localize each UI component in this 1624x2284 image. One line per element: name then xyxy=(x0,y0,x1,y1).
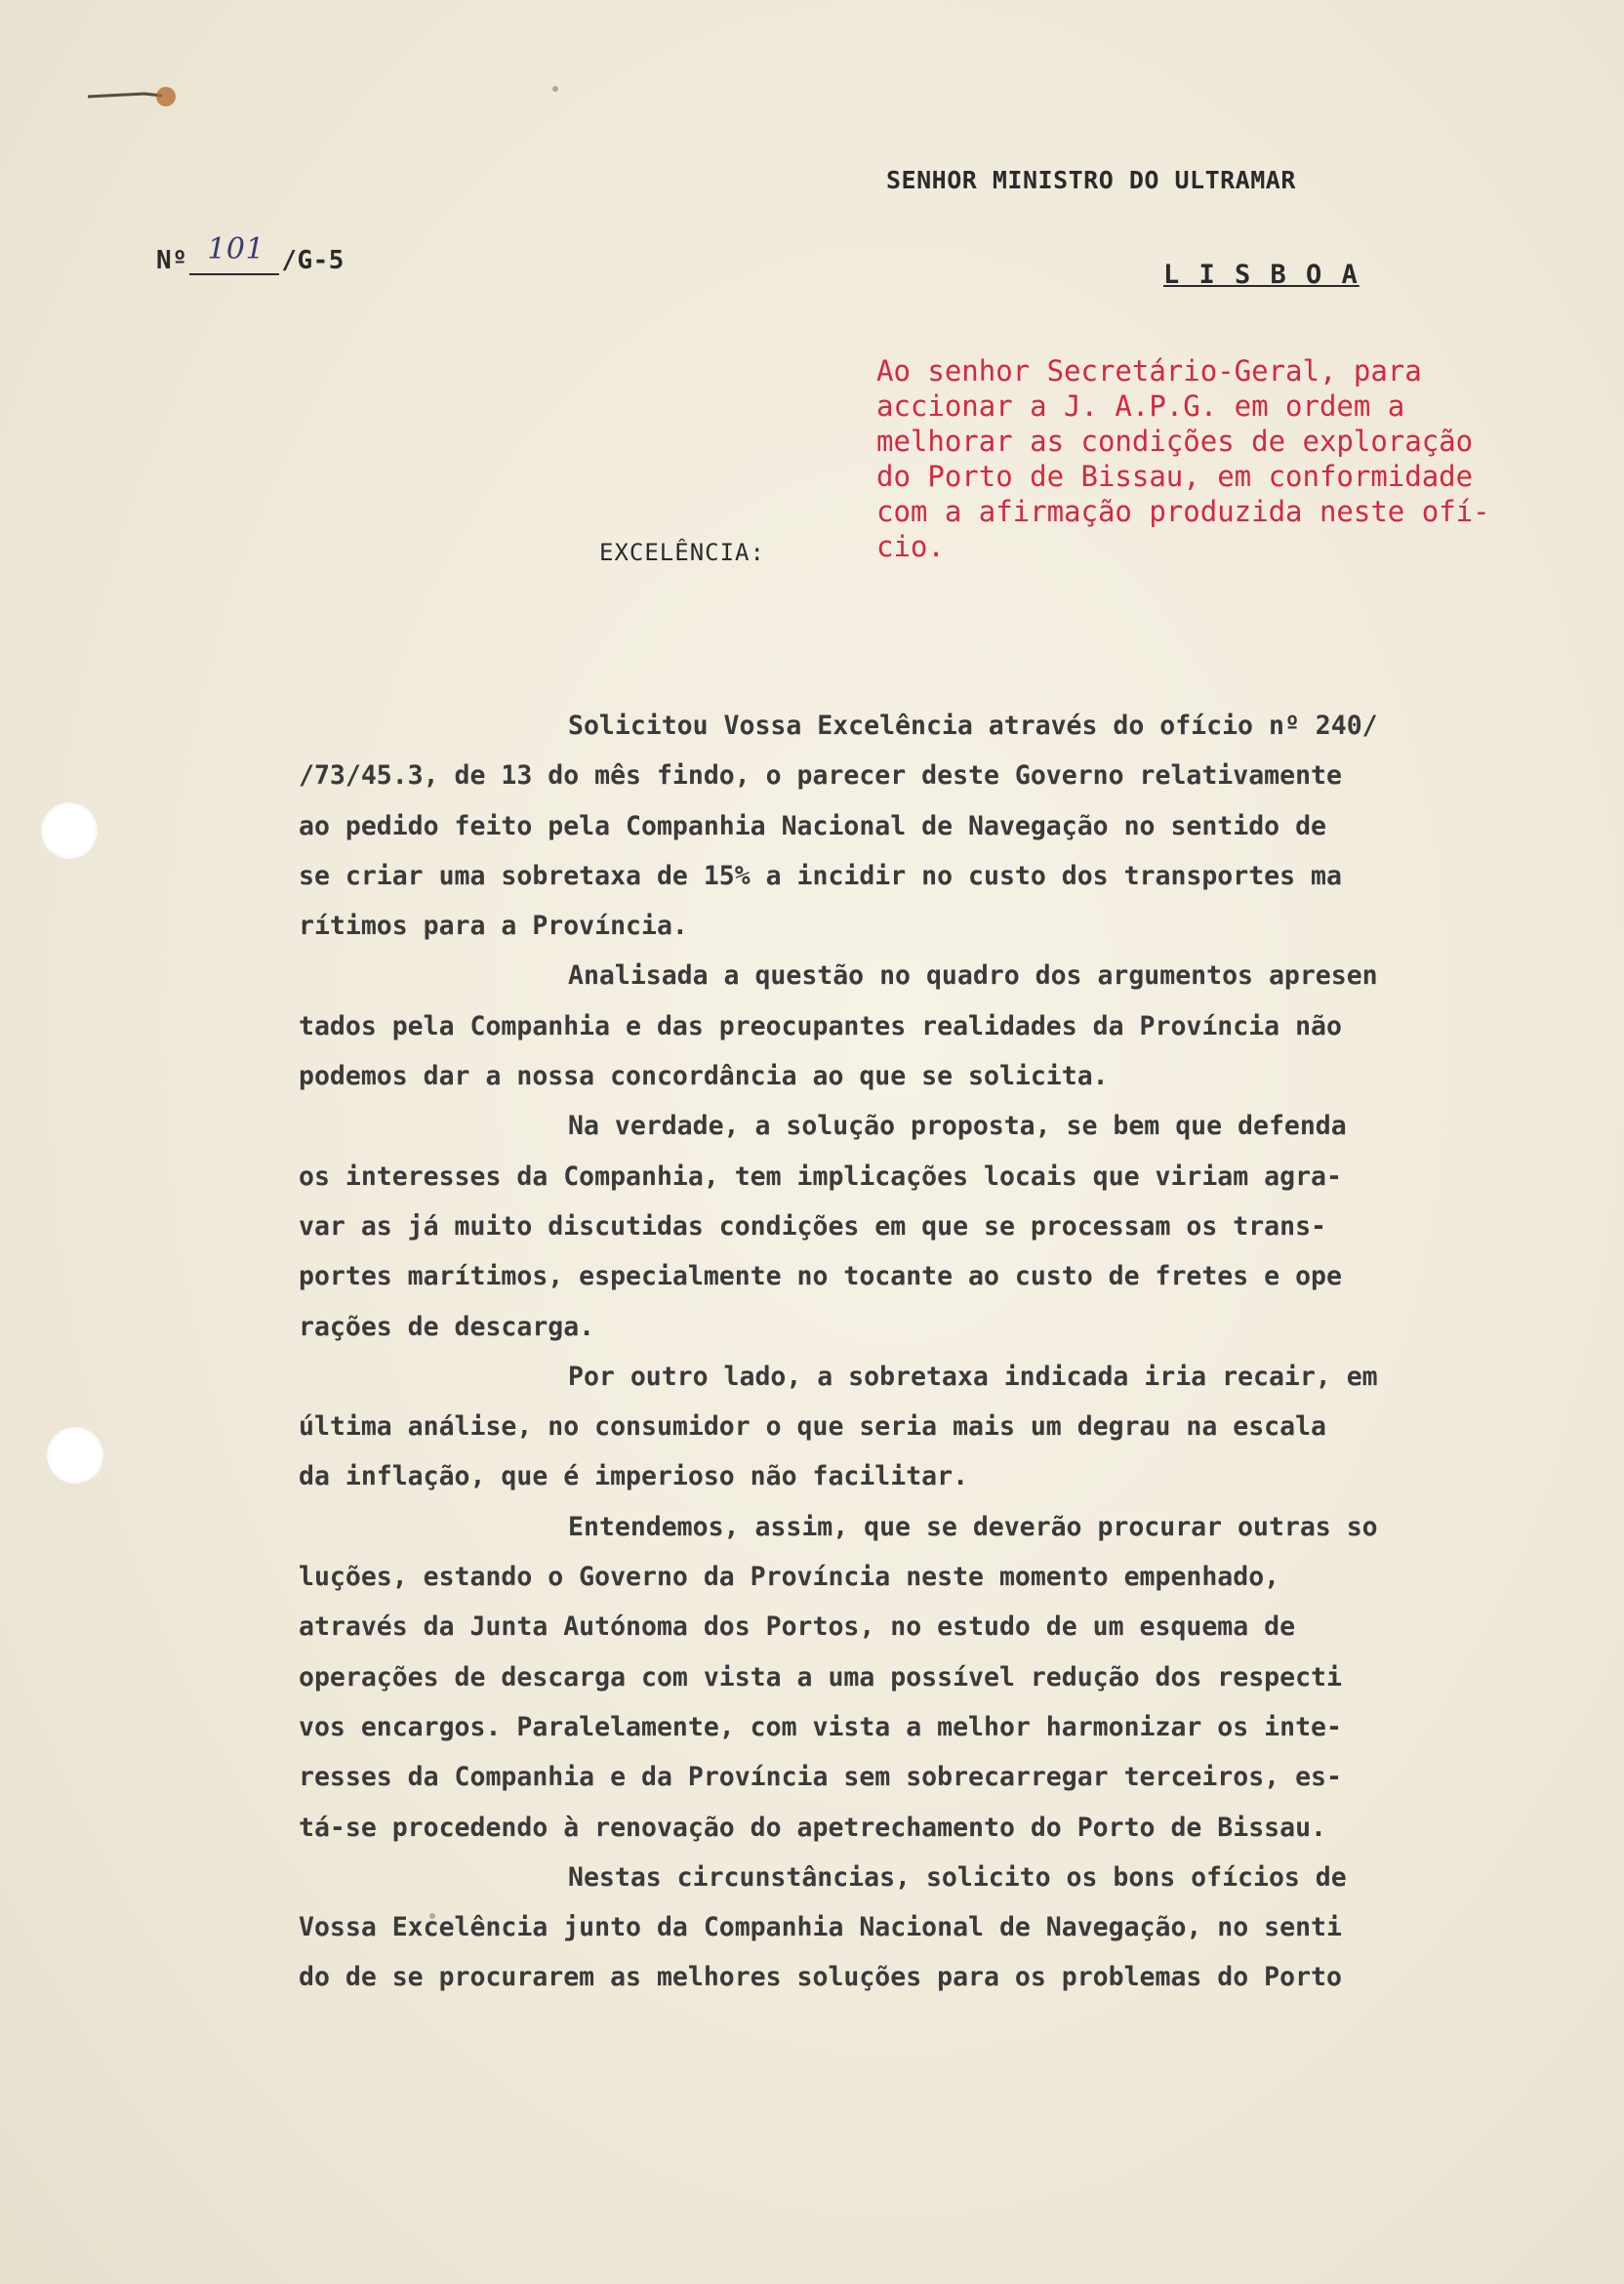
body-line: última análise, no consumidor o que seria mais um degrau na escala xyxy=(299,1411,1326,1443)
body-line: Nestas circunstâncias, solicito os bons ofícios de xyxy=(568,1861,1347,1893)
paper-speck xyxy=(552,86,558,92)
annotation-line: cio. xyxy=(876,530,945,563)
body-line: através da Junta Autónoma dos Portos, no estudo de um esquema de xyxy=(299,1611,1296,1643)
reference-suffix: /G-5 xyxy=(281,246,345,275)
body-line: rações de descarga. xyxy=(299,1311,595,1342)
body-line: do de se procurarem as melhores soluções para os problemas do Porto xyxy=(299,1962,1342,1993)
body-line: resses da Companhia e da Província sem sobrecarregar terceiros, es- xyxy=(299,1762,1342,1793)
addressee-heading: SENHOR MINISTRO DO ULTRAMAR xyxy=(886,166,1296,194)
body-line: podemos dar a nossa concordância ao que se solicita. xyxy=(299,1061,1109,1092)
annotation-line: accionar a J. A.P.G. em ordem a xyxy=(876,389,1405,423)
body-line: Entendemos, assim, que se deverão procurar outras so xyxy=(568,1511,1378,1542)
annotation-line: com a afirmação produzida neste ofí- xyxy=(876,495,1490,528)
body-line: portes marítimos, especialmente no tocante ao custo de fretes e ope xyxy=(299,1261,1342,1292)
body-line: tados pela Companhia e das preocupantes realidades da Província não xyxy=(299,1010,1342,1041)
body-line: Solicitou Vossa Excelência através do ofício nº 240/ xyxy=(568,711,1378,741)
body-line: vos encargos. Paralelamente, com vista a melhor harmonizar os inte- xyxy=(299,1711,1342,1742)
body-line: Por outro lado, a sobretaxa indicada iria recair, em xyxy=(568,1361,1378,1392)
body-line: rítimos para a Província. xyxy=(299,911,688,942)
body-line: operações de descarga com vista a uma possível redução dos respecti xyxy=(299,1661,1342,1693)
punch-hole xyxy=(41,802,98,859)
body-line: var as já muito discutidas condições em que se processam os trans- xyxy=(299,1210,1326,1242)
salutation: EXCELÊNCIA: xyxy=(599,539,765,566)
red-annotation xyxy=(876,353,1579,564)
city-heading: L I S B O A xyxy=(1163,260,1360,290)
reference-number-line xyxy=(189,232,279,275)
body-line: luções, estando o Governo da Província neste momento empenhado, xyxy=(299,1562,1280,1593)
annotation-line: Ao senhor Secretário-Geral, para xyxy=(876,354,1422,387)
body-line: ao pedido feito pela Companhia Nacional de Navegação no sentido de xyxy=(299,810,1326,841)
body-line: Na verdade, a solução proposta, se bem que defenda xyxy=(568,1111,1347,1142)
body-line: Vossa Excelência junto da Companhia Nacional de Navegação, no senti xyxy=(299,1912,1342,1943)
annotation-line: do Porto de Bissau, em conformidade xyxy=(876,460,1474,493)
annotation-line: melhorar as condições de exploração xyxy=(876,425,1474,458)
body-line: /73/45.3, de 13 do mês findo, o parecer deste Governo relativamente xyxy=(299,760,1342,792)
handwritten-number: 101 xyxy=(207,232,265,266)
letter-body xyxy=(299,701,1378,2003)
body-line: Analisada a questão no quadro dos argumentos apresen xyxy=(568,960,1378,992)
body-line: tá-se procedendo à renovação do apetrechamento do Porto de Bissau. xyxy=(299,1812,1326,1843)
body-line: da inflação, que é imperioso não facilitar. xyxy=(299,1461,969,1492)
body-line: se criar uma sobretaxa de 15% a incidir no custo dos transportes ma xyxy=(299,860,1342,891)
reference-number xyxy=(156,232,345,275)
reference-prefix: Nº xyxy=(156,246,188,275)
body-line: os interesses da Companhia, tem implicações locais que viriam agra- xyxy=(299,1161,1342,1192)
punch-hole xyxy=(47,1427,103,1484)
staple-mark xyxy=(86,84,180,109)
